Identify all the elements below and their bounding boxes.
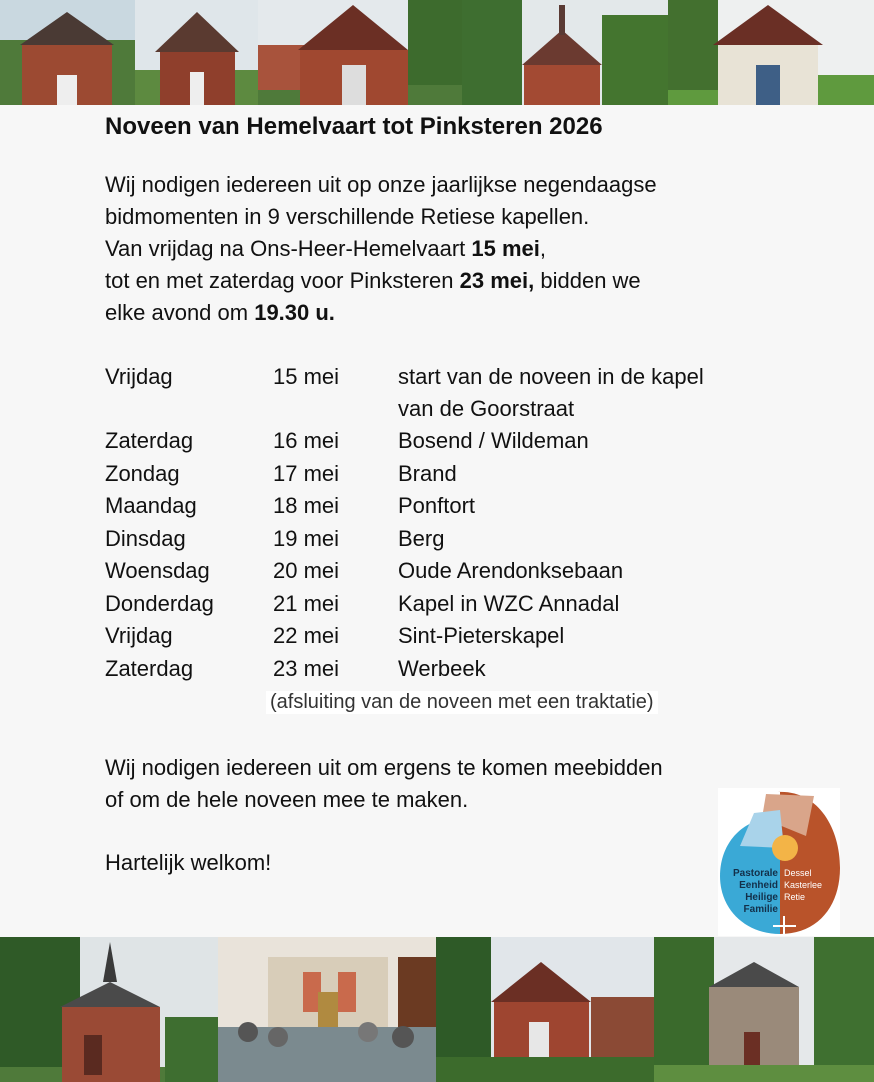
date: 20 mei (273, 558, 340, 583)
top-photo-strip (0, 0, 874, 105)
date: 15 mei (273, 364, 340, 389)
day: Woensdag (105, 558, 210, 583)
date: 21 mei (273, 591, 340, 616)
closing-line: of om de hele noveen mee te maken. (105, 787, 469, 812)
chapel-photo (654, 937, 874, 1082)
place: van de Goorstraat (398, 396, 575, 421)
place: start van de noveen in de kapel (398, 364, 704, 389)
place: Berg (398, 526, 445, 551)
logo-text: Dessel (784, 868, 812, 878)
date: 19 mei (273, 526, 340, 551)
place: Oude Arendonksebaan (398, 558, 624, 583)
chapel-photo (436, 937, 654, 1082)
place: Brand (398, 461, 457, 486)
day: Dinsdag (105, 526, 186, 551)
date: 22 mei (273, 623, 340, 648)
day: Vrijdag (105, 623, 173, 648)
chapel-photo (462, 0, 668, 105)
chapel-photo (668, 0, 874, 105)
intro-line: Wij nodigen iedereen uit op onze jaarlijkse negendaagse (105, 172, 657, 197)
logo-text: Retie (784, 892, 806, 902)
day: Donderdag (105, 591, 214, 616)
page-title: Noveen van Hemelvaart tot Pinksteren 2026 (105, 113, 603, 140)
logo-text: Heilige (745, 892, 778, 903)
logo-text: Pastorale (732, 868, 778, 879)
place: Bosend / Wildeman (398, 428, 589, 453)
intro-line: tot en met zaterdag voor Pinksteren 23 mei, bidden we (105, 268, 641, 293)
date: 17 mei (273, 461, 340, 486)
bottom-photo-strip (0, 937, 874, 1082)
place: Werbeek (398, 656, 486, 681)
place: Sint-Pieterskapel (398, 623, 565, 648)
closing-note: (afsluiting van de noveen met een traktatie) (266, 691, 658, 714)
chapel-interior-photo (218, 937, 436, 1082)
day: Zaterdag (105, 428, 194, 453)
date: 18 mei (273, 493, 340, 518)
date: 16 mei (273, 428, 340, 453)
intro-line: elke avond om 19.30 u. (105, 300, 335, 325)
chapel-photo (0, 937, 218, 1082)
logo-text: Familie (743, 904, 778, 915)
parish-logo (718, 788, 840, 936)
chapel-photo (258, 0, 462, 105)
closing-line: Wij nodigen iedereen uit om ergens te komen meebidden (105, 755, 663, 780)
date: 23 mei (273, 656, 340, 681)
day: Maandag (105, 493, 197, 518)
chapel-photo (135, 0, 258, 105)
welcome-text: Hartelijk welkom! (105, 850, 272, 875)
intro-line: bidmomenten in 9 verschillende Retiese kapellen. (105, 204, 590, 229)
day: Vrijdag (105, 364, 173, 389)
intro-line: Van vrijdag na Ons-Heer-Hemelvaart 15 mei, (105, 236, 547, 261)
logo-text: Kasterlee (784, 880, 823, 890)
chapel-photo (0, 0, 135, 105)
day: Zondag (105, 461, 180, 486)
day: Zaterdag (105, 656, 194, 681)
place: Ponftort (398, 493, 476, 518)
place: Kapel in WZC Annadal (398, 591, 620, 616)
logo-text: Eenheid (739, 880, 778, 891)
